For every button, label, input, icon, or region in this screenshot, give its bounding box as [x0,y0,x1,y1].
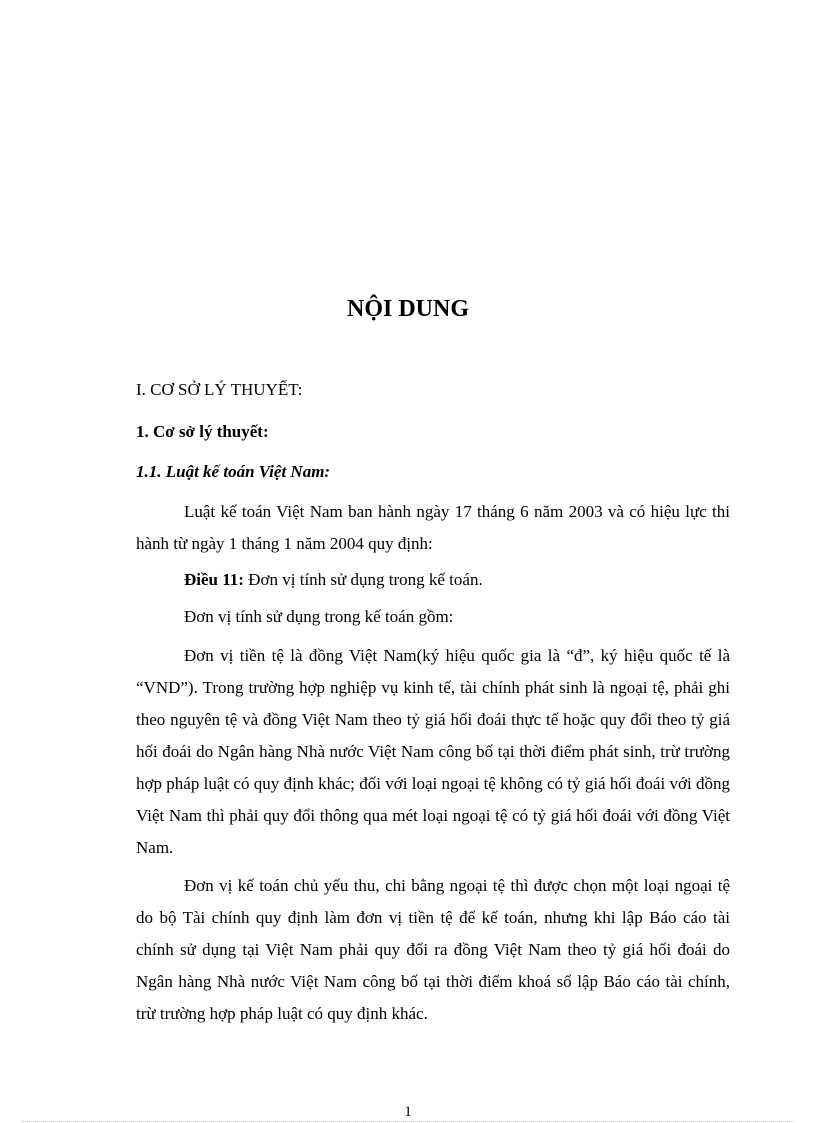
paragraph-foreign-currency: Đơn vị kế toán chủ yếu thu, chi bằng ngoại tệ thì được chọn một loại ngoại tệ do bộ Tài chính quy định làm đơn vị tiền tệ để kế toán, nhưng khi lập Báo cáo tài chính sử dụng tại Việt Nam phải quy đổi ra đồng Việt Nam theo tỷ giá hối đoái do Ngân hàng Nhà nước Việt Nam công bố tại thời điểm khoá sổ lập Báo cáo tài chính, trừ trường hợp pháp luật có quy định khác. [136,876,730,1023]
page-number: 1 [404,1104,412,1120]
paragraph-units: Đơn vị tính sử dụng trong kế toán gồm: [184,607,454,626]
article-title: Đơn vị tính sử dụng trong kế toán. [243,570,483,589]
subsection-heading: 1. Cơ sở lý thuyết: [136,422,269,441]
section-heading: I. CƠ SỞ LÝ THUYẾT: [136,380,303,399]
article-label: Điều 11: [184,570,244,589]
paragraph-intro: Luật kế toán Việt Nam ban hành ngày 17 tháng 6 năm 2003 và có hiệu lực thi hành từ ngày 1 tháng 1 năm 2004 quy định: [136,502,730,553]
sub-subsection-heading: 1.1. Luật kế toán Việt Nam: [136,462,331,481]
paragraph-currency: Đơn vị tiền tệ là đồng Việt Nam(ký hiệu quốc gia là “đ”, ký hiệu quốc tế là “VND”). Trong trường hợp nghiệp vụ kinh tế, tài chính phát sinh là ngoại tệ, phải ghi theo nguyên tệ và đồng Việt Nam theo tỷ giá hối đoái thực tế hoặc quy đổi theo tỷ giá hối đoái do Ngân hàng Nhà nước Việt Nam công bố tại thời điểm phát sinh, trừ trường hợp pháp luật có quy định khác; đối với loại ngoại tệ không có tỷ giá hối đoái với đồng Việt Nam thì phải quy đổi thông qua mét loại ngoại tệ có tỷ giá hối đoái với đồng Việt Nam. [136,646,730,857]
footer-divider [22,1121,794,1122]
article-line [136,564,730,596]
page-title: NỘI DUNG [346,296,469,322]
